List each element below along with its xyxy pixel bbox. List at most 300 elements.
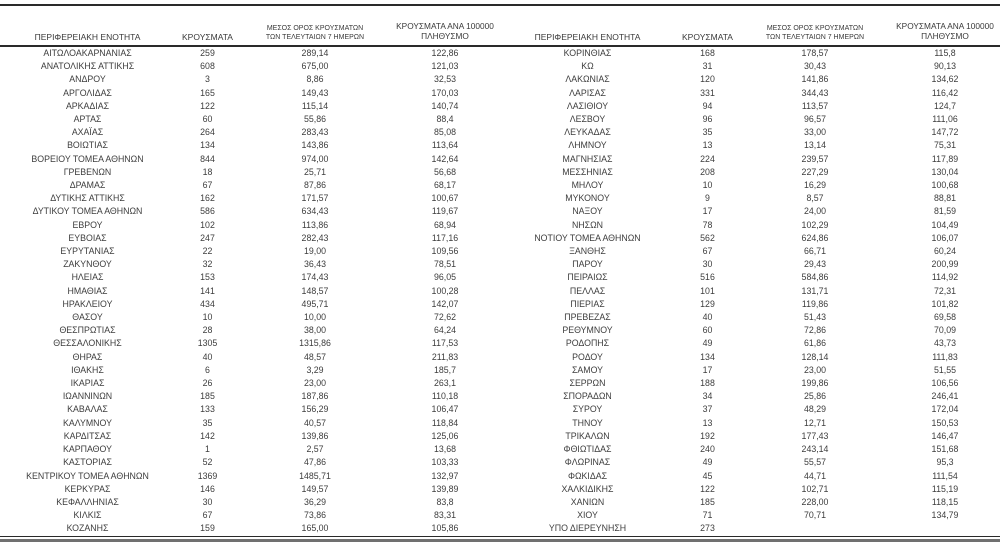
per100k-cell: 115,8	[934, 48, 956, 58]
region-cell: ΞΑΝΘΗΣ	[569, 246, 606, 257]
table-row	[0, 258, 500, 271]
cases-cell: 142	[200, 430, 215, 441]
avg7-cell: 148,57	[301, 285, 329, 296]
cases-cell: 146	[200, 483, 215, 494]
region-cell: ΚΕΡΚΥΡΑΣ	[64, 483, 111, 494]
cases-cell: 52	[202, 457, 213, 468]
table-row	[0, 351, 500, 364]
table-row	[500, 73, 1000, 86]
table-row	[0, 271, 500, 284]
table-row	[0, 509, 500, 522]
cases-cell: 26	[202, 378, 213, 389]
region-cell: ΝΗΣΩΝ	[571, 219, 604, 230]
per100k-cell: 106,07	[931, 232, 959, 243]
avg7-cell: 187,86	[301, 391, 329, 402]
per100k-cell: 100,67	[431, 193, 459, 204]
cases-cell: 185	[700, 496, 715, 507]
header-row	[500, 6, 1000, 46]
region-cell: ΕΥΒΟΙΑΣ	[68, 232, 107, 243]
table-row	[500, 298, 1000, 311]
region-cell: ΦΘΙΩΤΙΔΑΣ	[563, 444, 612, 455]
per100k-cell: 118,84	[431, 417, 459, 428]
cases-cell: 208	[700, 166, 715, 177]
cases-cell: 28	[202, 325, 213, 336]
per100k-cell: 119,67	[431, 206, 459, 217]
region-cell: ΚΑΡΔΙΤΣΑΣ	[63, 430, 112, 441]
per100k-cell: 101,82	[931, 298, 959, 309]
per100k-cell: 117,89	[931, 153, 959, 164]
region-cell: ΑΙΤΩΛΟΑΚΑΡΝΑΝΙΑΣ	[43, 48, 132, 58]
avg7-cell: 44,71	[803, 470, 826, 481]
avg7-cell: 149,43	[301, 87, 329, 98]
avg7-cell: 8,86	[306, 74, 324, 85]
cases-cell: 3	[205, 74, 210, 85]
cases-cell: 30	[702, 259, 713, 270]
avg7-cell: 30,43	[803, 61, 826, 72]
cases-cell: 67	[202, 510, 213, 521]
cases-cell: 134	[200, 140, 215, 151]
table-row	[0, 324, 500, 337]
table-row	[0, 46, 500, 60]
cases-cell: 94	[702, 100, 713, 111]
region-cell: ΒΟΙΩΤΙΑΣ	[67, 140, 108, 151]
avg7-cell: 38,00	[303, 325, 326, 336]
region-cell: ΡΟΔΟΥ	[572, 351, 603, 362]
table-row	[500, 496, 1000, 509]
per100k-cell: 200,99	[931, 259, 959, 270]
cases-cell: 165	[200, 87, 215, 98]
cases-cell: 159	[200, 523, 215, 534]
avg7-cell: 96,57	[803, 114, 826, 125]
per100k-cell: 132,97	[431, 470, 459, 481]
table-row	[0, 496, 500, 509]
region-cell: ΥΠΟ ΔΙΕΡΕΥΝΗΣΗ	[548, 523, 627, 534]
per100k-cell: 147,72	[931, 127, 959, 138]
region-cell: ΚΑΛΥΜΝΟΥ	[63, 417, 112, 428]
per100k-cell: 56,68	[433, 166, 456, 177]
avg7-header	[240, 6, 390, 46]
per100k-cell: 70,09	[933, 325, 956, 336]
table-row	[500, 87, 1000, 100]
avg7-cell: 87,86	[303, 180, 326, 191]
region-cell: ΧΑΝΙΩΝ	[570, 496, 605, 507]
cases-cell: 9	[705, 193, 710, 204]
region-cell: ΑΡΚΑΔΙΑΣ	[65, 100, 110, 111]
table-row	[500, 232, 1000, 245]
per100k-cell: 134,79	[931, 510, 959, 521]
per100k-cell: 72,62	[433, 312, 456, 323]
cases-cell: 10	[702, 180, 713, 191]
cases-cell: 185	[200, 391, 215, 402]
per100k-cell: 185,7	[433, 364, 456, 375]
per100k-cell: 78,51	[433, 259, 456, 270]
table-row	[500, 166, 1000, 179]
region-cell: ΠΑΡΟΥ	[572, 259, 603, 270]
avg7-cell: 289,14	[301, 48, 329, 58]
region-cell: ΚΙΛΚΙΣ	[73, 510, 102, 521]
cases-cell: 122	[700, 483, 715, 494]
per100k-cell: 151,68	[931, 444, 959, 455]
per100k-cell: 13,68	[433, 444, 456, 455]
region-cell: ΛΑΡΙΣΑΣ	[569, 87, 606, 98]
cases-cell: 1369	[197, 470, 218, 481]
table-row	[0, 390, 500, 403]
per100k-cell: 96,05	[433, 272, 456, 283]
avg7-cell: 495,71	[301, 298, 329, 309]
table-row	[0, 337, 500, 350]
table-row	[500, 390, 1000, 403]
region-cell: ΣΑΜΟΥ	[571, 364, 604, 375]
per100k-cell: 117,16	[431, 232, 459, 243]
cases-cell: 122	[200, 100, 215, 111]
cases-cell: 192	[700, 430, 715, 441]
table-row	[500, 245, 1000, 258]
cases-cell: 34	[702, 391, 713, 402]
region-cell: ΑΝΔΡΟΥ	[69, 74, 106, 85]
avg7-cell: 23,00	[303, 378, 326, 389]
cases-cell: 168	[700, 48, 715, 58]
avg7-cell: 141,86	[801, 74, 829, 85]
per100k-cell: 100,28	[431, 285, 459, 296]
table-row	[0, 87, 500, 100]
region-cell: ΚΩ	[581, 61, 594, 72]
avg7-cell: 128,14	[801, 351, 829, 362]
avg7-cell: 8,57	[806, 193, 824, 204]
per100k-cell: 172,04	[931, 404, 959, 415]
region-cell: ΗΡΑΚΛΕΙΟΥ	[62, 298, 113, 309]
per100k-header-line1: ΚΡΟΥΣΜΑΤΑ ΑΝΑ 100000	[396, 21, 494, 32]
region-cell: ΔΡΑΜΑΣ	[69, 180, 106, 191]
avg7-cell: 40,57	[303, 417, 326, 428]
region-header-label: ΠΕΡΙΦΕΡΕΙΑΚΗ ΕΝΟΤΗΤΑ	[34, 32, 141, 42]
avg7-cell: 1315,86	[299, 338, 331, 349]
per100k-cell: 211,83	[431, 351, 459, 362]
table-row	[500, 483, 1000, 496]
cases-cell: 71	[702, 510, 713, 521]
per100k-cell: 246,41	[931, 391, 959, 402]
cases-cell: 31	[702, 61, 713, 72]
per100k-cell: 60,24	[933, 246, 956, 257]
per100k-cell: 134,62	[931, 74, 959, 85]
avg7-cell: 29,43	[803, 259, 826, 270]
table-row	[500, 60, 1000, 73]
cases-cell: 67	[202, 180, 213, 191]
per100k-cell: 72,31	[933, 285, 956, 296]
table-row	[0, 377, 500, 390]
region-cell: ΑΝΑΤΟΛΙΚΗΣ ΑΤΤΙΚΗΣ	[40, 61, 135, 72]
region-cell: ΑΡΓΟΛΙΔΑΣ	[63, 87, 112, 98]
region-cell: ΡΕΘΥΜΝΟΥ	[562, 325, 613, 336]
region-cell: ΘΑΣΟΥ	[72, 312, 103, 323]
table-row	[0, 311, 500, 324]
region-cell: ΙΩΑΝΝΙΝΩΝ	[62, 391, 113, 402]
per100k-cell: 142,07	[431, 298, 459, 309]
table-row	[500, 351, 1000, 364]
region-cell: ΜΕΣΣΗΝΙΑΣ	[562, 166, 613, 177]
avg7-cell: 23,00	[803, 364, 826, 375]
region-cell: ΚΕΦΑΛΛΗΝΙΑΣ	[56, 496, 119, 507]
per100k-cell: 85,08	[433, 127, 456, 138]
per100k-header-line2: ΠΛΗΘΥΣΜΟ	[421, 31, 469, 42]
cases-cell: 188	[700, 378, 715, 389]
table-row	[0, 153, 500, 166]
table-header-right	[500, 6, 1000, 46]
cases-cell: 434	[200, 298, 215, 309]
region-cell: ΝΟΤΙΟΥ ΤΟΜΕΑ ΑΘΗΝΩΝ	[534, 232, 641, 243]
per100k-cell: 105,86	[431, 523, 459, 534]
avg7-cell: 10,00	[303, 312, 326, 323]
table-row	[0, 483, 500, 496]
header-row	[0, 6, 500, 46]
per100k-cell: 170,03	[431, 87, 459, 98]
avg7-cell: 113,57	[801, 100, 829, 111]
region-cell: ΚΑΒΑΛΑΣ	[67, 404, 108, 415]
cases-cell: 6	[205, 364, 210, 375]
region-cell: ΜΥΚΟΝΟΥ	[565, 193, 610, 204]
table-row	[500, 324, 1000, 337]
region-cell: ΑΡΤΑΣ	[73, 114, 102, 125]
per100k-cell: 83,31	[433, 510, 456, 521]
per100k-cell: 130,04	[931, 166, 959, 177]
cases-cell: 331	[700, 87, 715, 98]
avg7-cell: 115,14	[301, 100, 329, 111]
cases-cell: 40	[702, 312, 713, 323]
per100k-cell: 111,06	[932, 114, 958, 125]
avg7-cell: 3,29	[306, 364, 324, 375]
avg7-cell: 143,86	[301, 140, 329, 151]
avg7-cell: 283,43	[301, 127, 329, 138]
cases-cell: 586	[200, 206, 215, 217]
table-row	[0, 285, 500, 298]
region-cell: ΚΟΖΑΝΗΣ	[66, 523, 109, 534]
avg7-header-line2: ΤΩΝ ΤΕΛΕΥΤΑΙΩΝ 7 ΗΜΕΡΩΝ	[765, 33, 865, 41]
region-header	[0, 6, 175, 46]
table-row	[0, 245, 500, 258]
table-row	[0, 60, 500, 73]
region-cell: ΒΟΡΕΙΟΥ ΤΟΜΕΑ ΑΘΗΝΩΝ	[31, 153, 144, 164]
avg7-cell: 171,57	[301, 193, 329, 204]
per100k-cell: 75,31	[933, 140, 956, 151]
avg7-cell: 33,00	[803, 127, 826, 138]
table-row	[500, 509, 1000, 522]
avg7-cell: 149,57	[301, 483, 329, 494]
cases-cell: 35	[202, 417, 213, 428]
region-cell: ΙΚΑΡΙΑΣ	[70, 378, 105, 389]
tables-container	[0, 6, 1000, 536]
cases-cell: 37	[702, 404, 713, 415]
region-cell: ΚΟΡΙΝΘΙΑΣ	[563, 48, 612, 58]
table-row	[500, 522, 1000, 535]
avg7-cell: 102,71	[801, 483, 829, 494]
per100k-cell: 109,56	[431, 246, 459, 257]
table-row	[500, 403, 1000, 416]
table-row	[0, 73, 500, 86]
region-cell: ΕΥΡΥΤΑΝΙΑΣ	[60, 246, 115, 257]
avg7-cell: 227,29	[801, 166, 829, 177]
cases-cell: 49	[702, 338, 713, 349]
table-row	[0, 298, 500, 311]
cases-cell: 247	[200, 232, 215, 243]
cases-cell: 273	[700, 523, 715, 534]
cases-cell: 10	[202, 312, 213, 323]
per100k-cell: 106,56	[931, 378, 959, 389]
region-cell: ΗΜΑΘΙΑΣ	[67, 285, 108, 296]
cases-cell: 264	[200, 127, 215, 138]
table-row	[0, 166, 500, 179]
avg7-cell: 16,29	[803, 180, 826, 191]
avg7-cell: 72,86	[803, 325, 826, 336]
per100k-cell: 125,06	[431, 430, 459, 441]
per100k-cell: 142,64	[431, 153, 459, 164]
region-cell: ΛΗΜΝΟΥ	[568, 140, 607, 151]
avg7-cell: 156,29	[301, 404, 329, 415]
per100k-cell: 64,24	[433, 325, 456, 336]
region-cell: ΑΧΑΪΑΣ	[71, 127, 104, 138]
region-cell: ΔΥΤΙΚΗΣ ΑΤΤΙΚΗΣ	[50, 193, 125, 204]
table-row	[0, 430, 500, 443]
cases-cell: 17	[702, 364, 713, 375]
cases-cell: 35	[702, 127, 713, 138]
table-row	[0, 470, 500, 483]
region-cell: ΠΕΛΛΑΣ	[569, 285, 606, 296]
per100k-cell: 103,33	[431, 457, 459, 468]
avg7-cell: 73,86	[303, 510, 326, 521]
region-cell: ΣΕΡΡΩΝ	[569, 378, 606, 389]
per100k-cell: 150,53	[931, 417, 959, 428]
region-header-label: ΠΕΡΙΦΕΡΕΙΑΚΗ ΕΝΟΤΗΤΑ	[534, 32, 641, 42]
cases-cell: 120	[700, 74, 715, 85]
table-row	[500, 285, 1000, 298]
avg7-cell: 61,86	[803, 338, 826, 349]
cases-cell: 134	[700, 351, 715, 362]
region-cell: ΝΑΞΟΥ	[572, 206, 603, 217]
region-cell: ΜΗΛΟΥ	[571, 180, 604, 191]
cases-cell: 844	[200, 153, 215, 164]
table-row	[0, 205, 500, 218]
region-cell: ΧΑΛΚΙΔΙΚΗΣ	[561, 483, 614, 494]
per100k-cell: 90,13	[933, 61, 956, 72]
table-row	[0, 456, 500, 469]
cases-header	[175, 6, 240, 46]
avg7-cell: 66,71	[803, 246, 826, 257]
avg7-cell: 165,00	[301, 523, 329, 534]
per100k-cell: 68,17	[433, 180, 456, 191]
table-row	[0, 126, 500, 139]
table-row	[500, 153, 1000, 166]
region-cell: ΖΑΚΥΝΘΟΥ	[63, 259, 112, 270]
cases-cell: 22	[202, 246, 213, 257]
cases-cell: 78	[702, 219, 713, 230]
per100k-cell: 68,94	[433, 219, 456, 230]
per100k-cell: 81,59	[933, 206, 956, 217]
region-cell: ΦΩΚΙΔΑΣ	[567, 470, 608, 481]
region-cell: ΤΡΙΚΑΛΩΝ	[565, 430, 610, 441]
cases-cell: 67	[702, 246, 713, 257]
per100k-cell: 106,47	[431, 404, 459, 415]
cases-cell: 60	[202, 114, 213, 125]
table-row	[500, 258, 1000, 271]
avg7-cell: 131,71	[801, 285, 829, 296]
cases-cell: 240	[700, 444, 715, 455]
region-cell: ΗΛΕΙΑΣ	[71, 272, 104, 283]
avg7-header-line1: ΜΕΣΟΣ ΟΡΟΣ ΚΡΟΥΣΜΑΤΩΝ	[766, 25, 864, 32]
per100k-cell: 110,18	[431, 391, 459, 402]
avg7-cell: 243,14	[801, 444, 829, 455]
table-row	[500, 139, 1000, 152]
table-row	[0, 192, 500, 205]
avg7-cell: 25,86	[803, 391, 826, 402]
table-row	[0, 522, 500, 535]
per100k-cell: 140,74	[431, 100, 459, 111]
per100k-header-line1: ΚΡΟΥΣΜΑΤΑ ΑΝΑ 100000	[896, 21, 994, 32]
table-row	[0, 443, 500, 456]
region-cell: ΡΟΔΟΠΗΣ	[565, 338, 610, 349]
table-row	[500, 192, 1000, 205]
avg7-cell: 282,43	[301, 232, 329, 243]
region-cell: ΚΕΝΤΡΙΚΟΥ ΤΟΜΕΑ ΑΘΗΝΩΝ	[26, 470, 149, 481]
table-row	[500, 377, 1000, 390]
cases-cell: 224	[700, 153, 715, 164]
cases-cell: 49	[702, 457, 713, 468]
avg7-cell: 25,71	[303, 166, 326, 177]
cases-header-label: ΚΡΟΥΣΜΑΤΑ	[682, 32, 733, 42]
region-cell: ΘΕΣΠΡΩΤΙΑΣ	[59, 325, 116, 336]
table-body-left	[0, 46, 500, 536]
cases-cell: 32	[202, 259, 213, 270]
table-row	[0, 113, 500, 126]
cases-cell: 133	[200, 404, 215, 415]
table-row	[500, 337, 1000, 350]
region-cell: ΛΑΣΙΘΙΟΥ	[566, 100, 609, 111]
avg7-cell: 178,57	[801, 48, 829, 58]
table-row	[0, 232, 500, 245]
table-row	[0, 139, 500, 152]
avg7-cell: 174,43	[301, 272, 329, 283]
per100k-cell: 69,58	[933, 312, 956, 323]
per100k-cell: 100,68	[931, 180, 959, 191]
table-row	[0, 417, 500, 430]
per100k-cell: 43,73	[933, 338, 956, 349]
avg7-cell: 48,57	[303, 351, 326, 362]
per100k-cell: 51,55	[933, 364, 956, 375]
table-row	[500, 430, 1000, 443]
table-header-left	[0, 6, 500, 46]
avg7-cell: 2,57	[306, 444, 324, 455]
avg7-cell: 55,57	[803, 457, 826, 468]
avg7-cell: 634,43	[301, 206, 329, 217]
cases-cell: 1305	[197, 338, 218, 349]
avg7-cell: 344,43	[801, 87, 829, 98]
per100k-cell: 114,92	[931, 272, 959, 283]
cases-cell: 45	[702, 470, 713, 481]
per100k-cell: 104,49	[931, 219, 959, 230]
region-cell: ΕΒΡΟΥ	[72, 219, 103, 230]
cases-cell: 516	[700, 272, 715, 283]
per100k-cell: 263,1	[433, 378, 456, 389]
avg7-cell: 24,00	[803, 206, 826, 217]
table-body-right	[500, 46, 1000, 536]
table-row	[500, 100, 1000, 113]
avg7-cell: 70,71	[803, 510, 826, 521]
cases-cell: 13	[702, 417, 713, 428]
per100k-cell: 111,83	[932, 351, 958, 362]
avg7-cell: 36,29	[303, 496, 326, 507]
cases-cell: 18	[202, 166, 213, 177]
region-cell: ΠΕΙΡΑΙΩΣ	[567, 272, 608, 283]
avg7-cell: 624,86	[801, 232, 829, 243]
avg7-header	[740, 6, 890, 46]
table-row	[500, 179, 1000, 192]
